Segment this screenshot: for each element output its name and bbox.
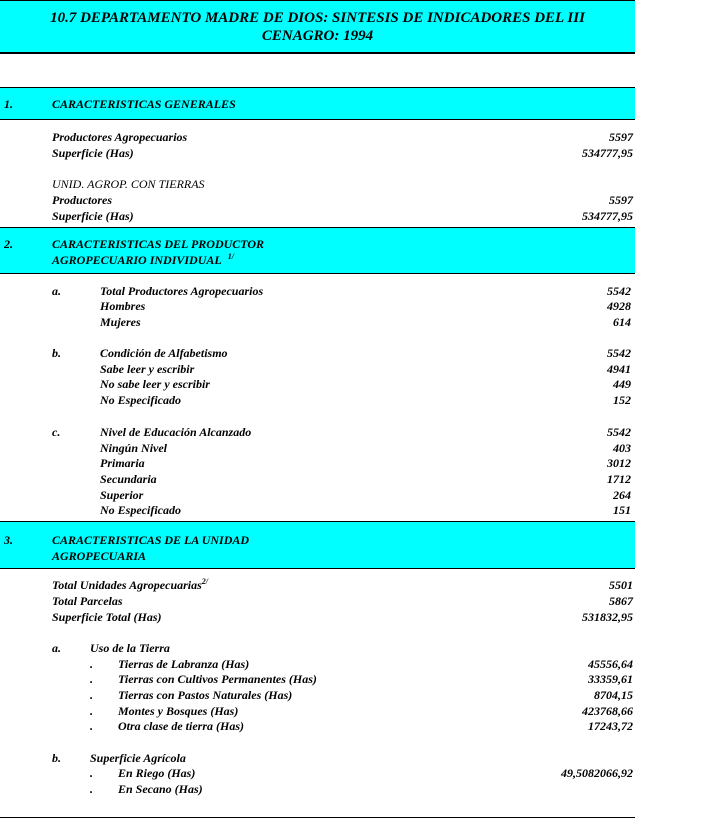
row-label: Productores Agropecuarios <box>52 130 188 144</box>
row-label: Total Parcelas <box>52 594 123 608</box>
row-value: 45556,64 <box>588 657 633 671</box>
row-value: 5501 <box>609 578 633 592</box>
row-value: 264 <box>613 488 631 502</box>
row-label: Superficie (Has) <box>52 146 134 160</box>
row-label: Secundaria <box>100 472 157 486</box>
row-value: 423768,66 <box>582 704 633 718</box>
row-label: No Especificado <box>100 503 181 517</box>
section-3-title-line2: AGROPECUARIA <box>52 549 147 563</box>
row-label: Hombres <box>100 299 146 313</box>
section-2-number: 2. <box>4 237 13 251</box>
row-label: Condición de Alfabetismo <box>100 346 228 360</box>
row-value: 534777,95 <box>582 146 633 160</box>
item-letter: a. <box>52 641 61 655</box>
item-letter: b. <box>52 346 61 360</box>
subsection-title: UNID. AGROP. CON TIERRAS <box>52 177 205 191</box>
page-title-line2: CENAGRO: 1994 <box>261 28 374 44</box>
row-value: 49,5082066,92 <box>561 766 633 780</box>
bullet: . <box>90 719 93 733</box>
row-value: 151 <box>613 503 631 517</box>
bullet: . <box>90 782 93 796</box>
item-letter: a. <box>52 284 61 298</box>
row-value: 17243,72 <box>588 719 633 733</box>
row-label: Productores <box>52 193 112 207</box>
row-label: Ningún Nivel <box>100 441 168 455</box>
row-value: 33359,61 <box>588 672 633 686</box>
item-letter: c. <box>52 425 61 439</box>
row-label: No Especificado <box>100 393 181 407</box>
row-label <box>52 578 208 593</box>
row-value: 5542 <box>607 346 631 360</box>
row-value: 8704,15 <box>594 688 633 702</box>
subsection-title: Uso de la Tierra <box>90 641 170 655</box>
row-value: 614 <box>613 315 631 329</box>
row-label: Montes y Bosques (Has) <box>118 704 239 718</box>
row-value: 4941 <box>607 362 631 376</box>
row-label: Superior <box>100 488 144 502</box>
page-title-line1: 10.7 DEPARTAMENTO MADRE DE DIOS: SINTESIS DE INDICADORES DEL III <box>50 10 585 26</box>
section-2-title-line2 <box>52 253 234 268</box>
row-label: Sabe leer y escribir <box>100 362 195 376</box>
divider <box>0 817 635 818</box>
row-value: 403 <box>613 441 631 455</box>
row-label: En Secano (Has) <box>118 782 203 796</box>
section-1-number: 1. <box>4 97 13 111</box>
row-value: 534777,95 <box>582 209 633 223</box>
section-3-title-line1: CARACTERISTICAS DE LA UNIDAD <box>52 533 250 547</box>
row-value: 449 <box>613 377 631 391</box>
row-label: Total Productores Agropecuarios <box>100 284 264 298</box>
bullet: . <box>90 657 93 671</box>
row-value: 152 <box>613 393 631 407</box>
row-label: Primaria <box>100 456 145 470</box>
row-value: 5542 <box>607 425 631 439</box>
row-label: Mujeres <box>100 315 141 329</box>
subsection-title: Superficie Agrícola <box>90 751 186 765</box>
row-value: 3012 <box>607 456 631 470</box>
bullet: . <box>90 766 93 780</box>
row-label: Nivel de Educación Alcanzado <box>100 425 252 439</box>
bullet: . <box>90 704 93 718</box>
section-1-title: CARACTERISTICAS GENERALES <box>52 97 236 111</box>
footnote-marker: 1/ <box>227 252 234 261</box>
row-label: Superficie (Has) <box>52 209 134 223</box>
row-label: Tierras de Labranza (Has) <box>118 657 250 671</box>
row-label: Tierras con Pastos Naturales (Has) <box>118 688 293 702</box>
row-label: Otra clase de tierra (Has) <box>118 719 244 733</box>
divider <box>0 52 635 53</box>
footnote-marker: 2/ <box>201 577 209 586</box>
row-value: 531832,95 <box>582 610 633 624</box>
section-2-title-line2-text: AGROPECUARIO INDIVIDUAL <box>52 253 222 267</box>
row-label: Tierras con Cultivos Permanentes (Has) <box>118 672 317 686</box>
row-label-text: Total Unidades Agropecuarias <box>52 578 202 592</box>
row-value: 5597 <box>609 193 633 207</box>
row-value: 5867 <box>609 594 633 608</box>
row-label: En Riego (Has) <box>118 766 196 780</box>
row-value: 4928 <box>607 299 631 313</box>
row-label: No sabe leer y escribir <box>100 377 210 391</box>
bullet: . <box>90 688 93 702</box>
row-label: Superficie Total (Has) <box>52 610 162 624</box>
page-title <box>0 9 635 45</box>
row-value: 5597 <box>609 130 633 144</box>
section-2-title-line1: CARACTERISTICAS DEL PRODUCTOR <box>52 237 265 251</box>
title-band <box>0 0 635 54</box>
bullet: . <box>90 672 93 686</box>
row-value: 1712 <box>607 472 631 486</box>
row-value: 5542 <box>607 284 631 298</box>
item-letter: b. <box>52 751 61 765</box>
section-3-number: 3. <box>4 533 13 547</box>
